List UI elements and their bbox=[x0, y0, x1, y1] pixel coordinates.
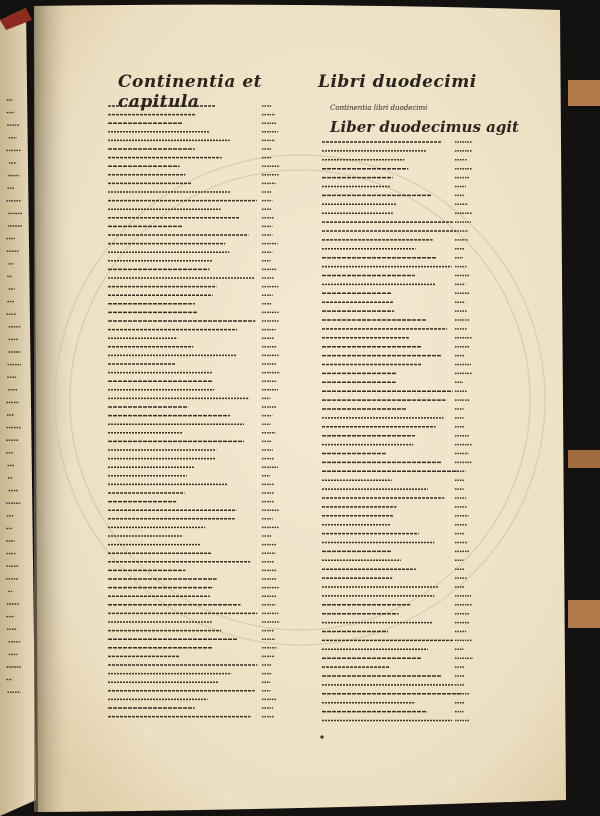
left-facing-page bbox=[0, 8, 36, 816]
left-running-header: Continentia et capitula bbox=[118, 72, 262, 112]
page-ornament bbox=[320, 735, 323, 738]
right-running-header: Libri duodecimi bbox=[318, 72, 477, 92]
contents-subheading: Continentia libri duodecimi bbox=[330, 104, 428, 112]
book-title-heading: Liber duodecimus agit bbox=[330, 118, 519, 136]
clasp-straps bbox=[568, 80, 600, 628]
